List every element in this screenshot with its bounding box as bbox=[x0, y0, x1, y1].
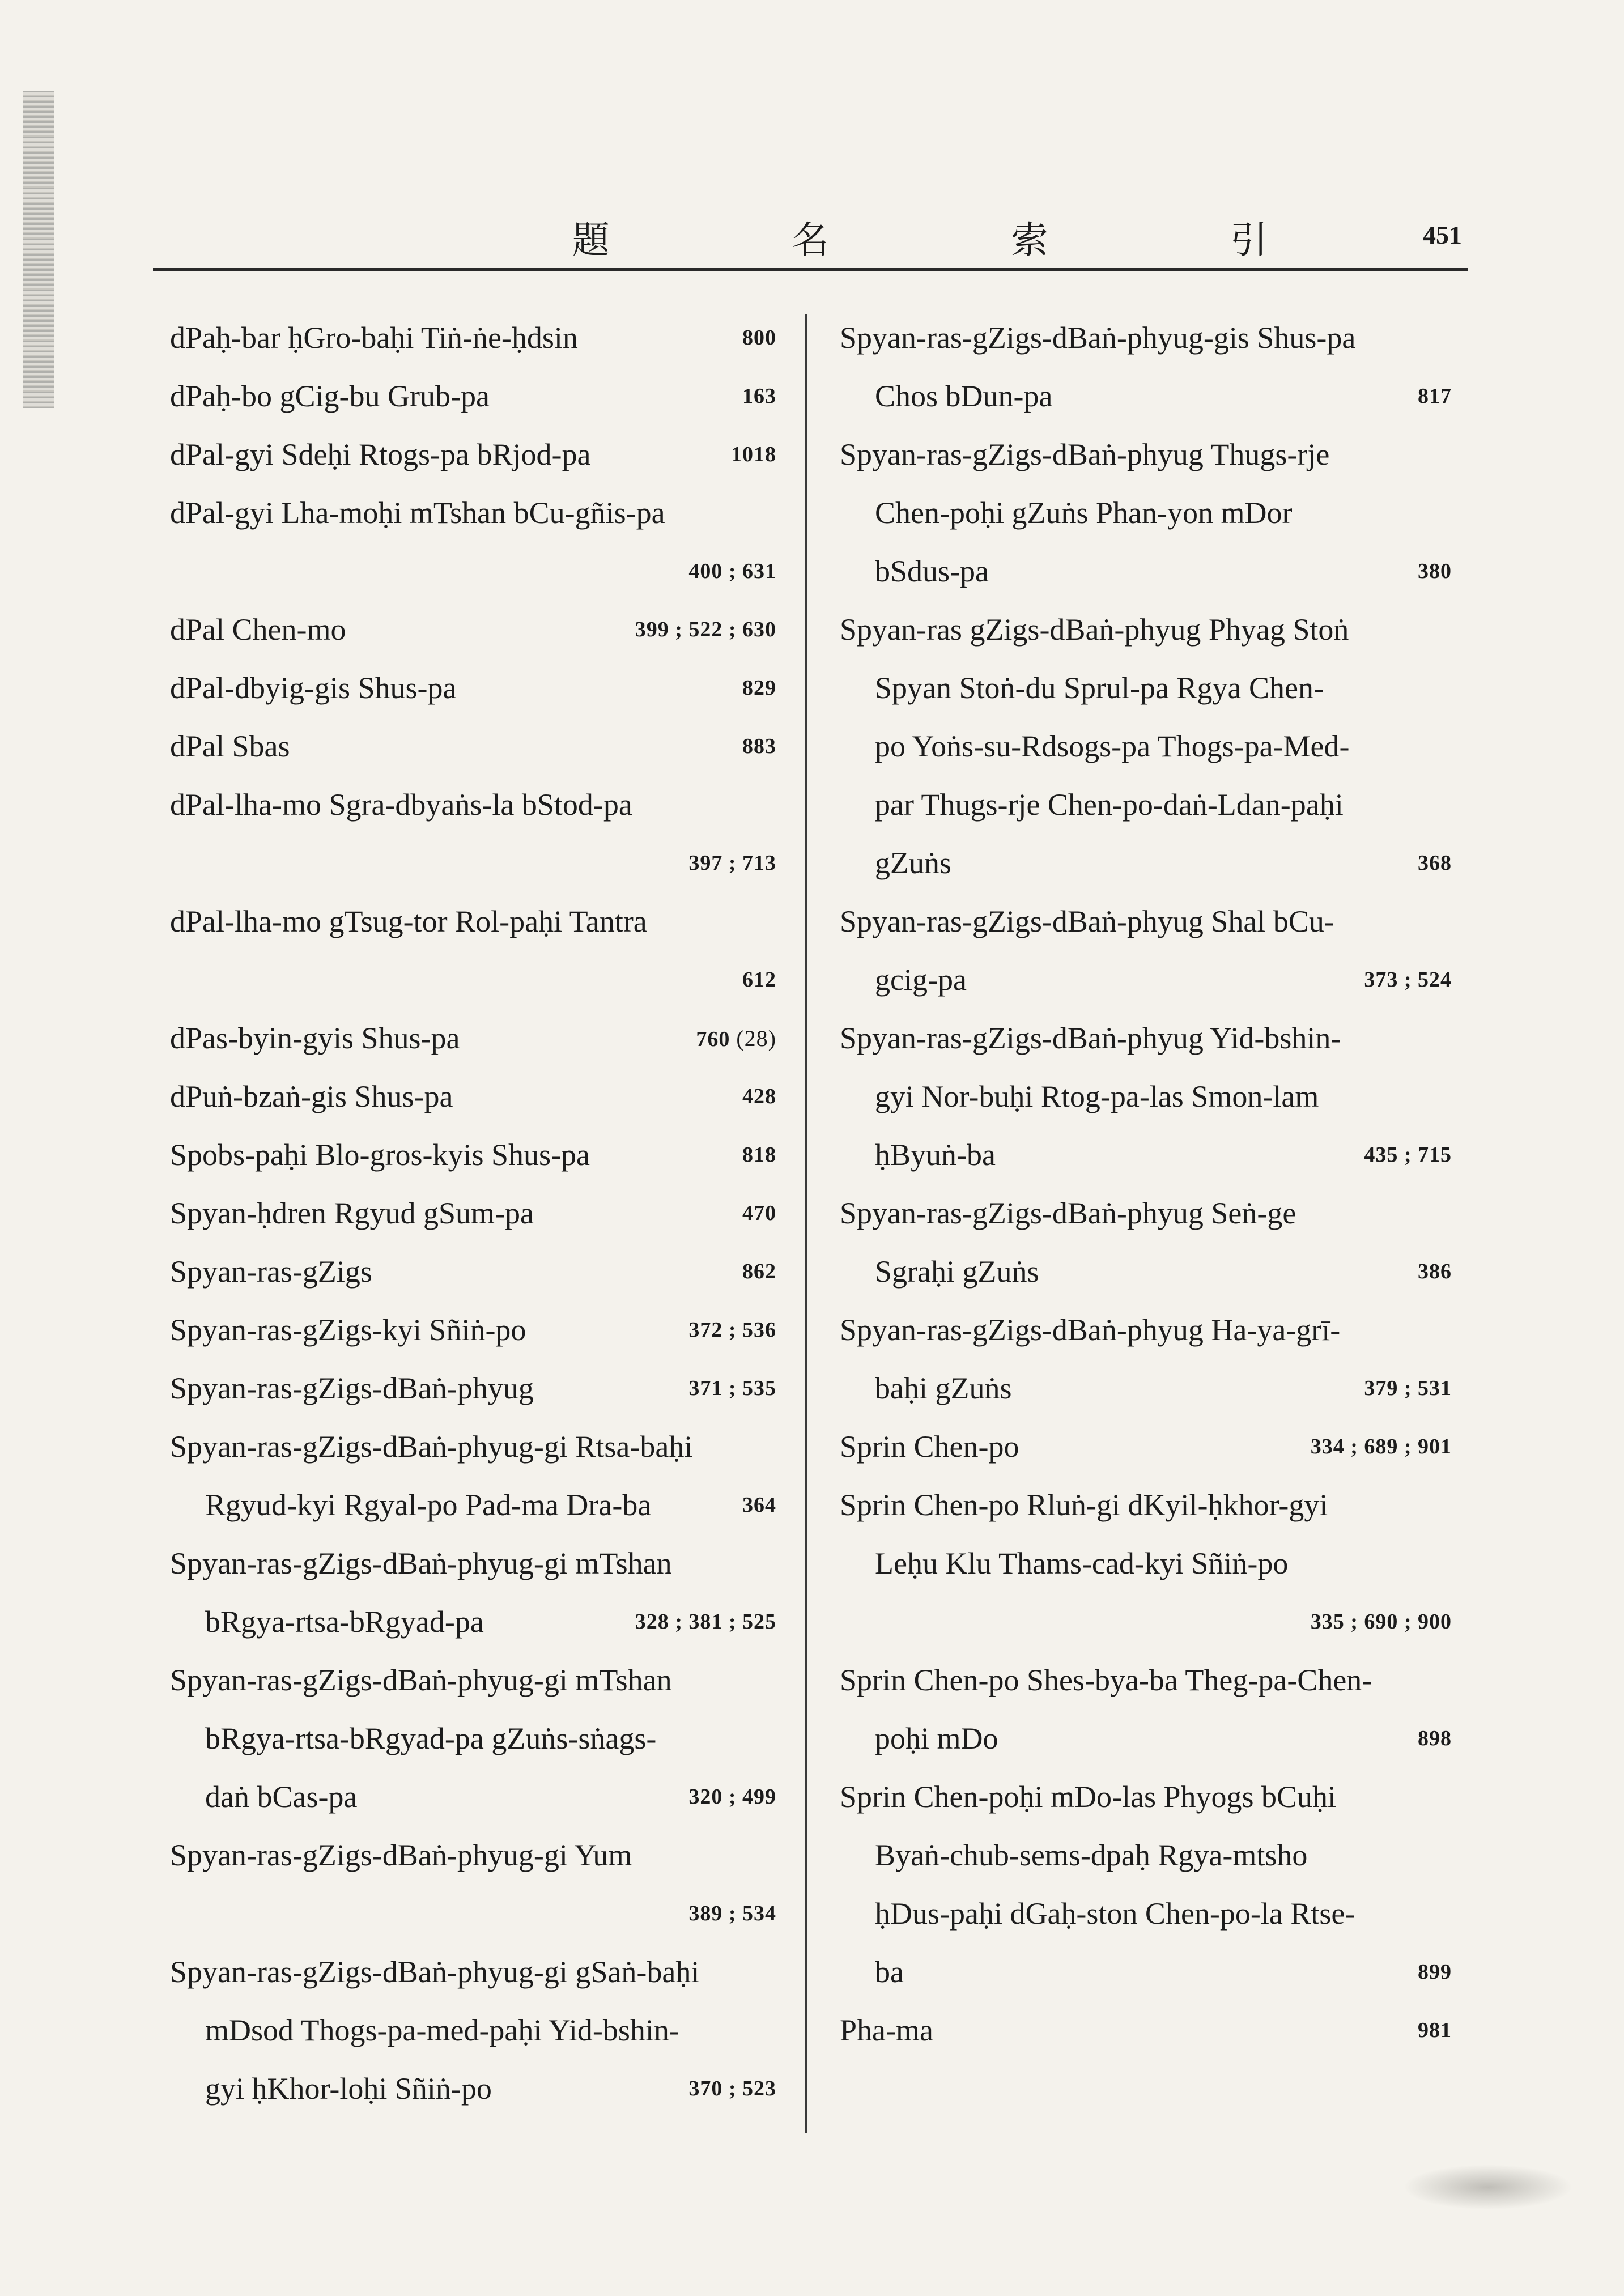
entry-title-line: dPal-gyi Lha-moḥi mTshan bCu-gñis-pa bbox=[170, 496, 665, 530]
index-entry bbox=[170, 1651, 776, 1826]
entry-page-suffix: (28) bbox=[730, 1026, 776, 1051]
entry-title-line: Spyan-ras-gZigs-dBaṅ-phyug Yid-bshin- bbox=[840, 1021, 1341, 1055]
entry-title-line: Chen-poḥi gZuṅs Phan-yon mDor bbox=[875, 496, 1293, 530]
entry-title-line: Leḥu Klu Thams-cad-kyi Sñiṅ-po bbox=[875, 1546, 1289, 1580]
entry-page-number: 899 bbox=[1418, 1960, 1452, 1984]
entry-title-line: ba 899 bbox=[840, 1943, 1452, 2001]
entry-title-line: Pha-ma 981 bbox=[840, 2001, 1452, 2060]
entry-page-number: 862 bbox=[742, 1260, 776, 1283]
index-entry bbox=[840, 309, 1452, 426]
entry-title-line: Chos bDun-pa 817 bbox=[840, 367, 1452, 426]
entry-number-line bbox=[170, 834, 776, 892]
entry-page-number: 428 bbox=[742, 1085, 776, 1108]
entry-page-number: 760 (28) bbox=[696, 1026, 776, 1051]
entry-page-number: 386 bbox=[1418, 1260, 1452, 1283]
entry-page-number: 372 ; 536 bbox=[688, 1318, 776, 1342]
entry-number-line bbox=[170, 542, 776, 601]
index-entry bbox=[840, 1768, 1452, 2001]
index-entry bbox=[840, 2001, 1452, 2060]
entry-page-number: 898 bbox=[1418, 1727, 1452, 1750]
entry-title-line: Spyan Stoṅ-du Sprul-pa Rgya Chen- bbox=[875, 671, 1324, 705]
entry-title-line: Spobs-paḥi Blo-gros-kyis Shus-pa 818 bbox=[170, 1126, 776, 1184]
entry-page-number: 389 ; 534 bbox=[688, 1902, 776, 1925]
index-entry bbox=[170, 1009, 776, 1068]
entry-title-line: dPal-lha-mo Sgra-dbyaṅs-la bStod-pa bbox=[170, 788, 632, 822]
index-entry bbox=[840, 1418, 1452, 1476]
entry-title-line: dPuṅ-bzaṅ-gis Shus-pa 428 bbox=[170, 1068, 776, 1126]
entry-page-number: 883 bbox=[742, 734, 776, 758]
entry-title-line: poḥi mDo 898 bbox=[840, 1710, 1452, 1768]
entry-page-number: 1018 bbox=[731, 443, 776, 466]
entry-title-line: ḥDus-paḥi dGaḥ-ston Chen-po-la Rtse- bbox=[875, 1897, 1355, 1931]
scan-shadow bbox=[23, 91, 54, 408]
entry-page-number: 397 ; 713 bbox=[688, 851, 776, 875]
entry-title-line: bRgya-rtsa-bRgyad-pa 328 ; 381 ; 525 bbox=[170, 1593, 776, 1651]
index-entry bbox=[840, 1301, 1452, 1418]
entry-page-number: 320 ; 499 bbox=[688, 1785, 776, 1809]
entry-page-number: 368 bbox=[1418, 851, 1452, 875]
index-entry bbox=[170, 1243, 776, 1301]
entry-title-line: Spyan-ras-gZigs-kyi Sñiṅ-po 372 ; 536 bbox=[170, 1301, 776, 1359]
entry-title-line: par Thugs-rje Chen-po-daṅ-Ldan-paḥi bbox=[875, 788, 1344, 822]
entry-title-line: dPal-dbyig-gis Shus-pa 829 bbox=[170, 659, 776, 717]
entry-title-line: gyi Nor-buḥi Rtog-pa-las Smon-lam bbox=[875, 1079, 1319, 1113]
index-entry bbox=[170, 1126, 776, 1184]
index-entry bbox=[170, 1826, 776, 1943]
entry-page-number: 373 ; 524 bbox=[1364, 968, 1452, 992]
entry-title-line: Spyan-ras gZigs-dBaṅ-phyug Phyag Stoṅ bbox=[840, 613, 1349, 647]
entry-title-line: dPas-byin-gyis Shus-pa 760 (28) bbox=[170, 1009, 776, 1068]
entry-page-number: 380 bbox=[1418, 559, 1452, 583]
entry-title-line: dPal Chen-mo 399 ; 522 ; 630 bbox=[170, 601, 776, 659]
index-entry bbox=[170, 601, 776, 659]
entry-page-number: 829 bbox=[742, 676, 776, 700]
entry-title-line: Spyan-ras-gZigs-dBaṅ-phyug-gi Yum bbox=[170, 1838, 632, 1872]
entry-title-line: Spyan-ras-gZigs-dBaṅ-phyug-gis Shus-pa bbox=[840, 321, 1356, 355]
entry-title-line: gyi ḥKhor-loḥi Sñiṅ-po 370 ; 523 bbox=[170, 2060, 776, 2118]
page-header bbox=[153, 204, 1462, 266]
entry-page-number: 400 ; 631 bbox=[688, 559, 776, 583]
index-entry bbox=[170, 367, 776, 426]
index-entry bbox=[170, 1359, 776, 1418]
entry-title-line: Spyan-ras-gZigs-dBaṅ-phyug Shal bCu- bbox=[840, 904, 1334, 938]
entry-title-line: Spyan-ras-gZigs-dBaṅ-phyug Ha-ya-grī- bbox=[840, 1313, 1341, 1347]
entry-title-line: Spyan-ras-gZigs-dBaṅ-phyug-gi mTshan bbox=[170, 1663, 672, 1697]
entry-title-line: Spyan-ras-gZigs-dBaṅ-phyug Thugs-rje bbox=[840, 437, 1330, 471]
entry-page-number: 371 ; 535 bbox=[688, 1376, 776, 1400]
entry-title-line: baḥi gZuṅs 379 ; 531 bbox=[840, 1359, 1452, 1418]
entry-title-line: Spyan-ras-gZigs-dBaṅ-phyug-gi Rtsa-baḥi bbox=[170, 1430, 693, 1464]
entry-page-number: 817 bbox=[1418, 384, 1452, 408]
entry-page-number: 800 bbox=[742, 326, 776, 350]
entry-title-line: Spyan-ras-gZigs-dBaṅ-phyug 371 ; 535 bbox=[170, 1359, 776, 1418]
index-column-left bbox=[170, 309, 776, 2118]
entry-page-number: 981 bbox=[1418, 2018, 1452, 2042]
index-entry bbox=[170, 1534, 776, 1651]
page-number: 451 bbox=[1423, 220, 1462, 249]
index-entry bbox=[170, 659, 776, 717]
entry-title-line: dPal-lha-mo gTsug-tor Rol-paḥi Tantra bbox=[170, 904, 647, 938]
entry-title-line: mDsod Thogs-pa-med-paḥi Yid-bshin- bbox=[205, 2013, 679, 2047]
entry-title-line: dPal-gyi Sdeḥi Rtogs-pa bRjod-pa 1018 bbox=[170, 426, 776, 484]
index-entry bbox=[840, 1476, 1452, 1651]
entry-title-line: Sprin Chen-poḥi mDo-las Phyogs bCuḥi bbox=[840, 1780, 1337, 1814]
entry-page-number: 163 bbox=[742, 384, 776, 408]
index-entry bbox=[840, 426, 1452, 601]
entry-title-line: gcig-pa 373 ; 524 bbox=[840, 951, 1452, 1009]
index-entry bbox=[170, 309, 776, 367]
index-entry bbox=[170, 1184, 776, 1243]
index-entry bbox=[170, 892, 776, 1009]
entry-title-line: Spyan-ras-gZigs 862 bbox=[170, 1243, 776, 1301]
entry-title-line: dPal Sbas 883 bbox=[170, 717, 776, 776]
index-entry bbox=[170, 1418, 776, 1534]
entry-title-line: Spyan-ḥdren Rgyud gSum-pa 470 bbox=[170, 1184, 776, 1243]
entry-number-line bbox=[840, 1593, 1452, 1651]
entry-page-number: 370 ; 523 bbox=[688, 2077, 776, 2101]
index-entry bbox=[170, 776, 776, 892]
index-entry bbox=[170, 717, 776, 776]
entry-title-line: Sprin Chen-po Rluṅ-gi dKyil-ḥkhor-gyi bbox=[840, 1488, 1328, 1522]
entry-page-number: 328 ; 381 ; 525 bbox=[635, 1610, 776, 1634]
entry-number-line bbox=[170, 1885, 776, 1943]
entry-page-number: 364 bbox=[742, 1493, 776, 1517]
index-entry bbox=[170, 1943, 776, 2118]
entry-page-number: 334 ; 689 ; 901 bbox=[1310, 1435, 1452, 1459]
entry-title-line: Sgraḥi gZuṅs 386 bbox=[840, 1243, 1452, 1301]
entry-title-line: gZuṅs 368 bbox=[840, 834, 1452, 892]
entry-title-line: daṅ bCas-pa 320 ; 499 bbox=[170, 1768, 776, 1826]
index-entry bbox=[170, 1301, 776, 1359]
index-entry bbox=[840, 892, 1452, 1009]
entry-page-number: 399 ; 522 ; 630 bbox=[635, 618, 776, 641]
entry-page-number: 435 ; 715 bbox=[1364, 1143, 1452, 1167]
header-rule bbox=[153, 268, 1468, 271]
entry-title-line: bRgya-rtsa-bRgyad-pa gZuṅs-sṅags- bbox=[205, 1721, 657, 1755]
entry-title-line: Sprin Chen-po 334 ; 689 ; 901 bbox=[840, 1418, 1452, 1476]
column-divider bbox=[805, 314, 807, 2133]
entry-page-number: 612 bbox=[742, 968, 776, 992]
index-entry bbox=[170, 1068, 776, 1126]
entry-page-number: 379 ; 531 bbox=[1364, 1376, 1452, 1400]
index-entry bbox=[170, 426, 776, 484]
entry-title-line: po Yoṅs-su-Rdsogs-pa Thogs-pa-Med- bbox=[875, 729, 1350, 763]
entry-page-number: 335 ; 690 ; 900 bbox=[1310, 1610, 1452, 1634]
entry-title-line: Rgyud-kyi Rgyal-po Pad-ma Dra-ba 364 bbox=[170, 1476, 776, 1534]
index-column-right bbox=[840, 309, 1452, 2060]
index-entry bbox=[840, 1009, 1452, 1184]
entry-title-line: bSdus-pa 380 bbox=[840, 542, 1452, 601]
entry-title-line: Spyan-ras-gZigs-dBaṅ-phyug Seṅ-ge bbox=[840, 1196, 1296, 1230]
entry-page-number: 470 bbox=[742, 1201, 776, 1225]
entry-title-line: Sprin Chen-po Shes-bya-ba Theg-pa-Chen- bbox=[840, 1663, 1372, 1697]
index-entry bbox=[840, 601, 1452, 892]
entry-page-number: 818 bbox=[742, 1143, 776, 1167]
entry-number-line bbox=[170, 951, 776, 1009]
index-entry bbox=[840, 1651, 1452, 1768]
entry-title-line: dPaḥ-bar ḥGro-baḥi Tiṅ-ṅe-ḥdsin 800 bbox=[170, 309, 776, 367]
index-entry bbox=[840, 1184, 1452, 1301]
entry-title-line: dPaḥ-bo gCig-bu Grub-pa 163 bbox=[170, 367, 776, 426]
entry-title-line: Spyan-ras-gZigs-dBaṅ-phyug-gi mTshan bbox=[170, 1546, 672, 1580]
entry-title-line: Byaṅ-chub-sems-dpaḥ Rgya-mtsho bbox=[875, 1838, 1308, 1872]
entry-title-line: Spyan-ras-gZigs-dBaṅ-phyug-gi gSaṅ-baḥi bbox=[170, 1955, 700, 1989]
scan-smudge bbox=[1403, 2165, 1573, 2210]
index-entry bbox=[170, 484, 776, 601]
page-title: 題 名 索 引 bbox=[572, 218, 1353, 262]
entry-title-line: ḥByuṅ-ba 435 ; 715 bbox=[840, 1126, 1452, 1184]
